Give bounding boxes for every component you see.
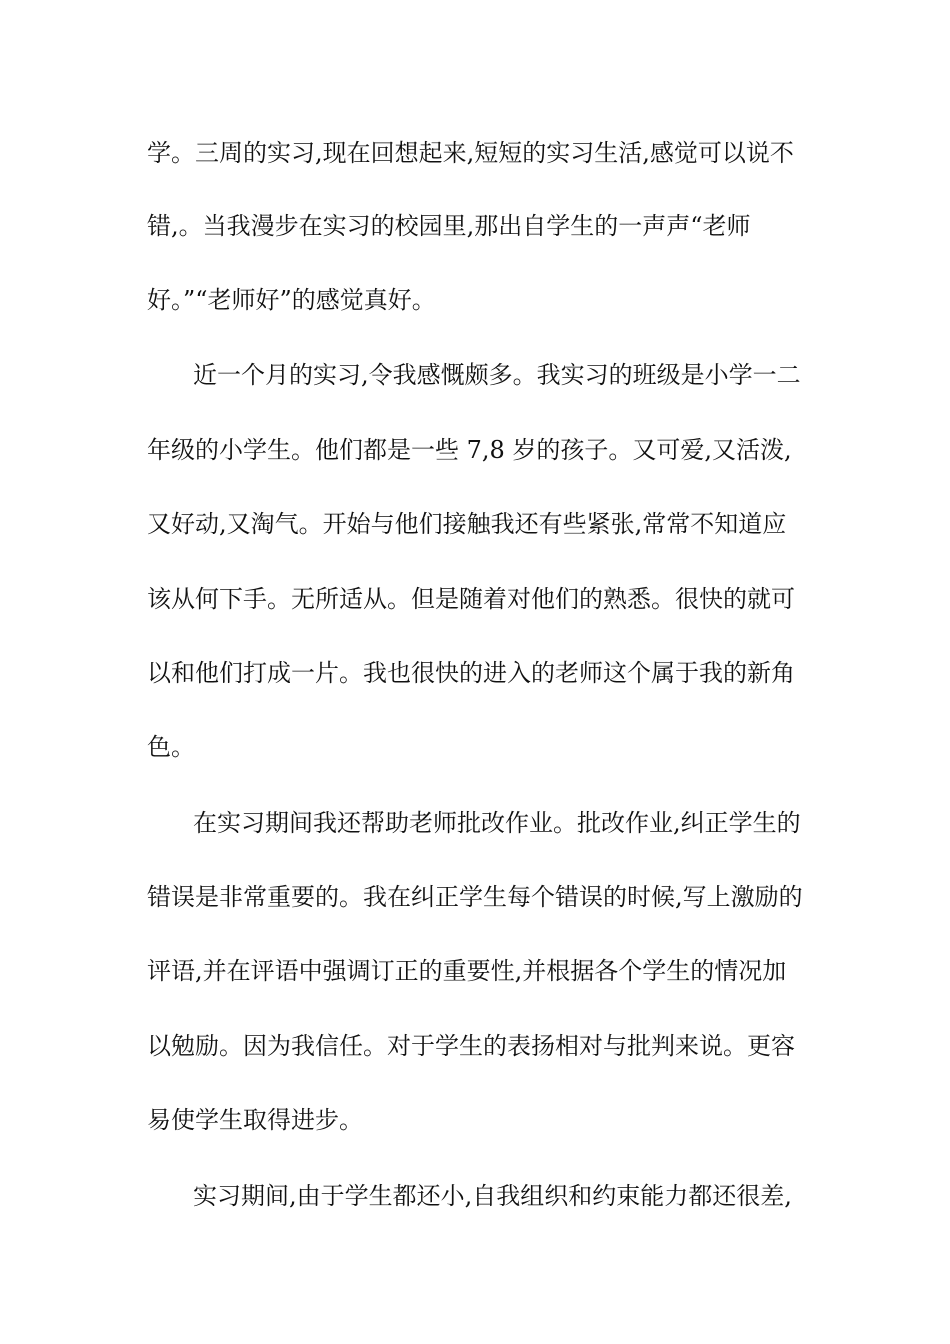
text-line: 又好动,又淘气。开始与他们接触我还有些紧张,常常不知道应 bbox=[147, 510, 787, 538]
text-line: 错误是非常重要的。我在纠正学生每个错误的时候,写上激励的 bbox=[147, 883, 803, 911]
text-line: 以勉励。因为我信任。对于学生的表扬相对与批判来说。更容 bbox=[147, 1032, 795, 1060]
text-line: 好。”“老师好”的感觉真好。 bbox=[147, 286, 436, 314]
paragraph-first-line: 近一个月的实习,令我感慨颇多。我实习的班级是小学一二 bbox=[193, 361, 801, 389]
text-line: 评语,并在评语中强调订正的重要性,并根据各个学生的情况加 bbox=[147, 957, 787, 985]
text-line: 年级的小学生。他们都是一些 7,8 岁的孩子。又可爱,又活泼, bbox=[147, 436, 792, 464]
text-line: 学。三周的实习,现在回想起来,短短的实习生活,感觉可以说不 bbox=[147, 139, 794, 167]
text-line: 错,。当我漫步在实习的校园里,那出自学生的一声声“老师 bbox=[147, 212, 751, 240]
text-line: 易使学生取得进步。 bbox=[147, 1106, 363, 1134]
text-line: 色。 bbox=[147, 733, 195, 761]
paragraph-first-line: 实习期间,由于学生都还小,自我组织和约束能力都还很差, bbox=[193, 1182, 792, 1210]
text-line: 以和他们打成一片。我也很快的进入的老师这个属于我的新角 bbox=[147, 659, 795, 687]
paragraph-first-line: 在实习期间我还帮助老师批改作业。批改作业,纠正学生的 bbox=[193, 809, 801, 837]
text-line: 该从何下手。无所适从。但是随着对他们的熟悉。很快的就可 bbox=[147, 585, 795, 613]
